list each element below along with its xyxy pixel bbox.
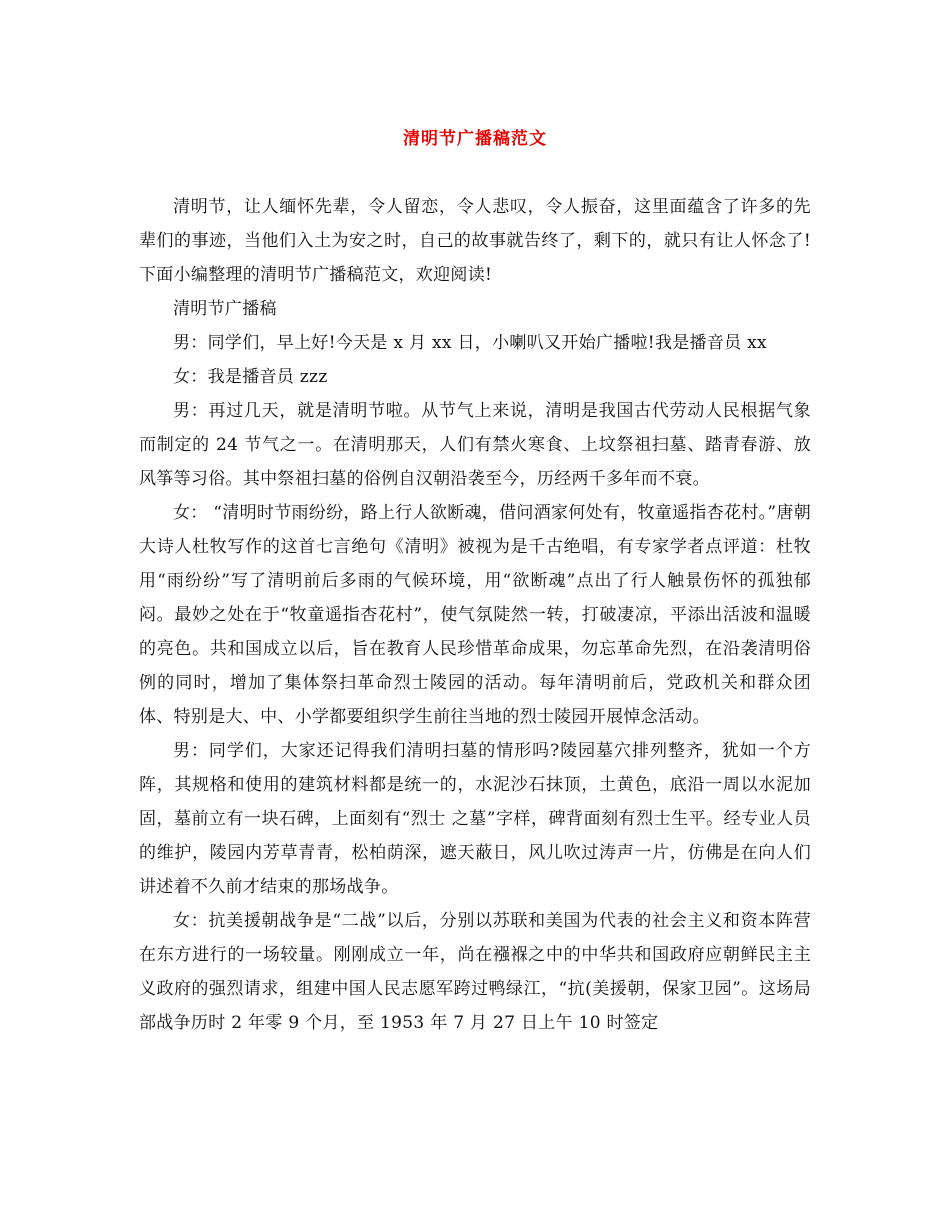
document-body [139, 190, 811, 1040]
paragraph-female-poem: 女： “清明时节雨纷纷，路上行人欲断魂，借问酒家何处有，牧童遥指杏花村。”唐朝大诗人杜牧写作的这首七言绝句《清明》被视为是千古绝唱，有专家学者点评道：杜牧用“雨纷纷”写了清明前后多雨的气候环境，用“欲断魂”点出了行人触景伤怀的孤独郁闷。最妙之处在于“牧童遥指杏花村”，使气氛陡然一转，打破凄凉，平添出活波和温暖的亮色。共和国成立以后，旨在教育人民珍惜革命成果，勿忘革命先烈，在沿袭清明俗例的同时，增加了集体祭扫革命烈士陵园的活动。每年清明前后，党政机关和群众团体、特别是大、中、小学都要组织学生前往当地的烈士陵园开展悼念活动。 [139, 503, 811, 727]
paragraph-female-war: 女：抗美援朝战争是“二战”以后，分别以苏联和美国为代表的社会主义和资本阵营在东方进行的一场较量。刚刚成立一年，尚在襁褓之中的中华共和国政府应朝鲜民主主义政府的强烈请求，组建中国人民志愿军跨过鸭绿江，“抗(美援朝，保家卫园”。这场局部战争历时 2 年零 9 个月，至 1953 年 7 月 27 日上午 10 时签定 [139, 911, 811, 1033]
document-title: 清明节广播稿范文 [403, 129, 547, 149]
paragraph-male-greeting: 男：同学们，早上好!今天是 x 月 xx 日，小喇叭又开始广播啦!我是播音员 xx [173, 333, 767, 353]
paragraph-intro: 清明节，让人缅怀先辈，令人留恋，令人悲叹，令人振奋，这里面蕴含了许多的先辈们的事迹，当他们入土为安之时，自己的故事就告终了，剩下的，就只有让人怀念了!下面小编整理的清明节广播稿范文，欢迎阅读! [139, 197, 811, 285]
paragraph-male-solar-term: 男：再过几天，就是清明节啦。从节气上来说，清明是我国古代劳动人民根据气象而制定的 24 节气之一。在清明那天，人们有禁火寒食、上坟祭祖扫墓、踏青春游、放风筝等习俗。其中祭祖扫墓的俗例自汉朝沿袭至今，历经两千多年而不衰。 [139, 401, 811, 489]
paragraph-subtitle: 清明节广播稿 [173, 299, 277, 319]
paragraph-male-cemetery: 男：同学们，大家还记得我们清明扫墓的情形吗?陵园墓穴排列整齐，犹如一个方阵，其规格和使用的建筑材料都是统一的，水泥沙石抹顶，土黄色，底沿一周以水泥加固，墓前立有一块石碑，上面刻有“烈士 之墓”字样，碑背面刻有烈士生平。经专业人员的维护，陵园内芳草青青，松柏荫深，遮天蔽日，风儿吹过涛声一片，仿佛是在向人们讲述着不久前才结束的那场战争。 [139, 741, 811, 897]
paragraph-female-greeting: 女：我是播音员 zzz [173, 367, 328, 387]
